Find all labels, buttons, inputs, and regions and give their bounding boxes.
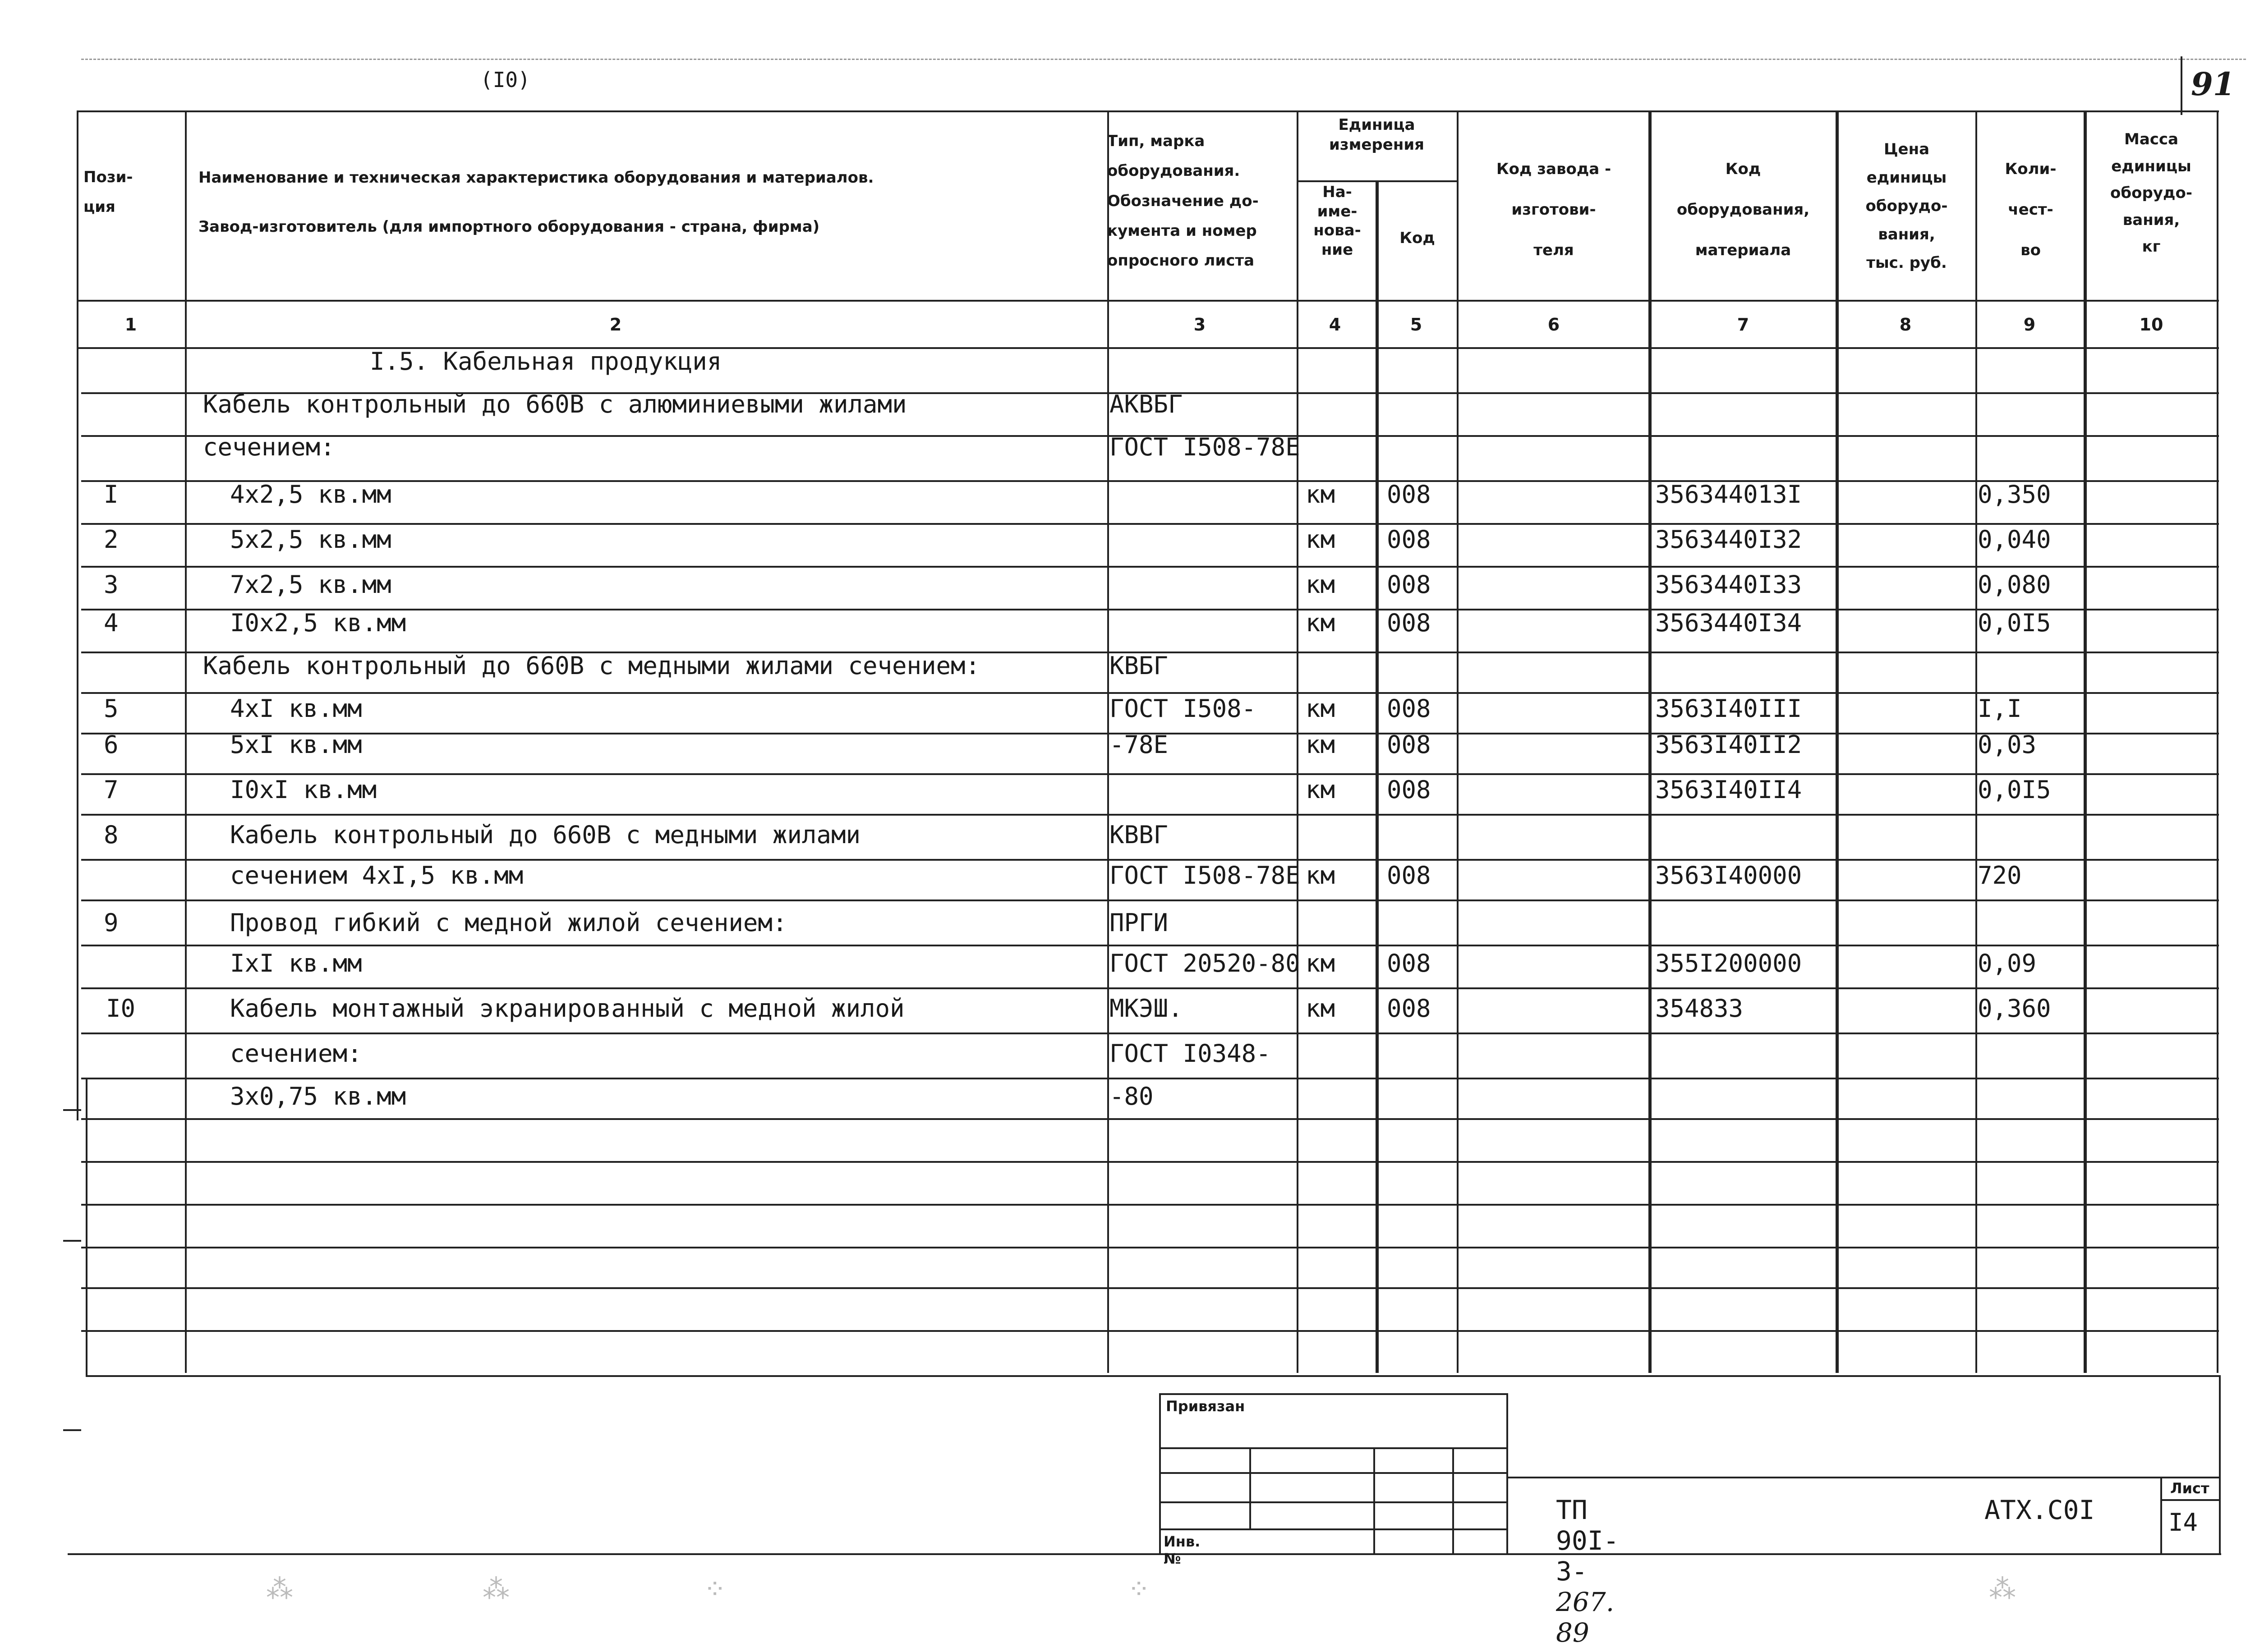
row-type: ГОСТ I508-78Е (1109, 433, 1300, 461)
row-quantity: I,I (1978, 694, 2022, 723)
row-equipment-code: 3563440I34 (1655, 609, 1802, 637)
scan-smudge: ⁂ (483, 1574, 510, 1605)
row-type: ГОСТ I508- (1109, 694, 1256, 723)
column-line (185, 110, 187, 1373)
stamp-row-line (1159, 1447, 1506, 1449)
stamp-row-line (1159, 1472, 1506, 1474)
row-quantity: 0,360 (1978, 994, 2051, 1023)
column-number: 7 (1737, 315, 1749, 335)
row-equipment-code: 354833 (1655, 994, 1744, 1023)
row-quantity: 0,0I5 (1978, 776, 2051, 804)
column-line (77, 110, 78, 1120)
row-type: ПРГИ (1109, 909, 1169, 937)
scan-smudge: ⁂ (266, 1574, 293, 1605)
sheet-box-left (2160, 1477, 2162, 1553)
row-type: ГОСТ I508-78Е (1109, 861, 1300, 890)
margin-tick (63, 1109, 81, 1111)
header-equipment-code: Код оборудования, материала (1676, 160, 1810, 260)
row-line (81, 566, 2219, 568)
column-line (2217, 110, 2218, 1373)
row-unit-name: км (1306, 949, 1335, 977)
row-name: Кабель монтажный экранированный с медной жилой (230, 994, 905, 1023)
inventory-number-label: Инв. № (1164, 1533, 1201, 1567)
row-quantity: 0,040 (1978, 525, 2051, 554)
row-line (81, 987, 2219, 989)
row-equipment-code: 3563440I33 (1655, 570, 1802, 599)
document-code (1556, 1495, 1619, 1648)
stamp-right (1506, 1393, 1508, 1553)
row-line (81, 859, 2219, 861)
scan-smudge: ⁘ (1128, 1574, 1151, 1605)
row-name: 4хI кв.мм (230, 694, 362, 723)
row-line (81, 814, 2219, 816)
code-row-top (1506, 1477, 2219, 1478)
row-unit-name: км (1306, 570, 1335, 599)
column-number: 10 (2139, 315, 2163, 335)
row-line (81, 773, 2219, 775)
row-name: Провод гибкий с медной жилой сечением: (230, 909, 787, 937)
row-unit-name: км (1306, 861, 1335, 890)
column-number: 8 (1899, 315, 1912, 335)
row-unit-code: 008 (1387, 730, 1431, 759)
column-line (1975, 110, 1977, 1373)
top-dashed-border (81, 59, 2246, 60)
stamp-col-line (1452, 1447, 1454, 1553)
table-bottom-border (86, 1375, 2219, 1377)
row-quantity: 0,09 (1978, 949, 2037, 977)
column-line (1107, 110, 1109, 1373)
row-quantity: 720 (1978, 861, 2022, 890)
row-name: 5хI кв.мм (230, 730, 362, 759)
header-unit-code: Код (1399, 229, 1435, 247)
stamp-col-line (1373, 1447, 1375, 1553)
header-unit: Единица измерения (1329, 116, 1424, 154)
scan-smudge: ⁂ (1989, 1574, 2016, 1605)
document-code-handwritten: 267. 89 (1556, 1587, 1615, 1648)
document-type: АТХ.С0I (1984, 1495, 2095, 1525)
row-line (81, 1204, 2219, 1206)
row-line (81, 899, 2219, 901)
row-quantity: 0,350 (1978, 480, 2051, 509)
row-quantity: 0,080 (1978, 570, 2051, 599)
column-number: 6 (1547, 315, 1560, 335)
sheet-box-divider (2160, 1499, 2219, 1501)
row-unit-code: 008 (1387, 525, 1431, 554)
column-line (1836, 110, 1839, 1373)
row-unit-name: км (1306, 609, 1335, 637)
column-number: 4 (1329, 315, 1341, 335)
page-number: 91 (2191, 65, 2235, 103)
row-unit-code: 008 (1387, 694, 1431, 723)
margin-tick (63, 1429, 81, 1431)
sheet-number: I4 (2168, 1508, 2198, 1537)
header-quantity: Коли- чест- во (2005, 160, 2057, 260)
stamp-row-line (1159, 1501, 1506, 1503)
row-equipment-code: 3563I40III (1655, 694, 1802, 723)
row-name: 7х2,5 кв.мм (230, 570, 391, 599)
row-equipment-code: 3563I40000 (1655, 861, 1802, 890)
row-name: I.5. Кабельная продукция (370, 347, 722, 376)
row-position: 9 (104, 909, 119, 937)
row-position: 5 (104, 694, 119, 723)
row-unit-name: км (1306, 694, 1335, 723)
row-name: 4х2,5 кв.мм (230, 480, 391, 509)
column-line (1648, 110, 1652, 1373)
row-type: ГОСТ 20520-80 (1109, 949, 1300, 977)
row-unit-code: 008 (1387, 776, 1431, 804)
row-equipment-code: 3563440I32 (1655, 525, 1802, 554)
column-number: 5 (1410, 315, 1422, 335)
row-equipment-code: 356344013I (1655, 480, 1802, 509)
row-line (81, 692, 2219, 694)
row-unit-name: км (1306, 776, 1335, 804)
row-unit-code: 008 (1387, 994, 1431, 1023)
row-type: АКВБГ (1109, 390, 1183, 418)
row-name: I0хI кв.мм (230, 776, 377, 804)
row-line (81, 1078, 2219, 1079)
row-type: КВБГ (1109, 652, 1169, 680)
row-name: Кабель контрольный до 660В с медными жилами сечением: (203, 652, 980, 680)
row-line (81, 1247, 2219, 1248)
sheet-label: Лист (2170, 1480, 2209, 1497)
row-line (81, 945, 2219, 946)
row-position: 2 (104, 525, 119, 554)
row-type: ГОСТ I0348- (1109, 1039, 1271, 1068)
column-number: 1 (124, 315, 137, 335)
row-position: 6 (104, 730, 119, 759)
table-top-border (77, 110, 2219, 112)
title-block-right-edge (2219, 1375, 2221, 1553)
column-line (2084, 110, 2087, 1373)
row-line (81, 1330, 2219, 1332)
row-unit-code: 008 (1387, 861, 1431, 890)
row-type: КВВГ (1109, 821, 1169, 849)
title-block-bottom-line (68, 1553, 2221, 1555)
row-name: I0х2,5 кв.мм (230, 609, 406, 637)
row-position: 7 (104, 776, 119, 804)
document-code-printed: ТП 90I-3- (1556, 1495, 1619, 1587)
row-quantity: 0,03 (1978, 730, 2037, 759)
row-name: сечением 4хI,5 кв.мм (230, 861, 524, 890)
header-position: Пози- ция (83, 168, 133, 216)
stamp-row-line (1159, 1528, 1506, 1530)
row-line (81, 1118, 2219, 1120)
row-unit-name: км (1306, 994, 1335, 1023)
header-plant-code: Код завода - изготови- теля (1496, 160, 1611, 260)
header-type: Тип, марка оборудования. Обозначение до- кумента и номер опросного листа (1107, 132, 1259, 270)
row-name: 5х2,5 кв.мм (230, 525, 391, 554)
column-line (1297, 110, 1298, 1373)
row-unit-code: 008 (1387, 949, 1431, 977)
row-unit-name: км (1306, 480, 1335, 509)
column-line (86, 1078, 87, 1375)
row-name: 3х0,75 кв.мм (230, 1082, 406, 1111)
margin-tick (63, 1240, 81, 1242)
row-line (81, 523, 2219, 525)
stamp-top (1159, 1393, 1506, 1395)
row-position: 4 (104, 609, 119, 637)
row-quantity: 0,0I5 (1978, 609, 2051, 637)
header-unit-name: На- име- нова- ние (1313, 183, 1361, 259)
row-position: I (104, 480, 119, 509)
header-price: Цена единицы оборудо- вания, тыс. руб. (1865, 140, 1948, 272)
row-line (81, 1161, 2219, 1163)
row-type: -80 (1109, 1082, 1154, 1111)
sheet-top-code: (I0) (480, 68, 530, 92)
stamp-col-line (1249, 1447, 1251, 1528)
row-position: 8 (104, 821, 119, 849)
column-number: 2 (609, 315, 622, 335)
row-equipment-code: 3563I40II2 (1655, 730, 1802, 759)
row-line (81, 1032, 2219, 1034)
header-mass: Масса единицы оборудо- вания, кг (2110, 130, 2192, 256)
row-name: Кабель контрольный до 660В с алюминиевыми жилами (203, 390, 907, 418)
row-equipment-code: 3563I40II4 (1655, 776, 1802, 804)
page-number-separator (2181, 56, 2182, 115)
scan-smudge: ⁘ (704, 1574, 727, 1605)
row-unit-code: 008 (1387, 570, 1431, 599)
row-position: 3 (104, 570, 119, 599)
row-unit-code: 008 (1387, 480, 1431, 509)
column-line (1457, 110, 1459, 1373)
row-unit-name: км (1306, 525, 1335, 554)
column-line (1376, 180, 1379, 1373)
header-name: Наименование и техническая характеристика оборудования и материалов. Завод-изготовитель (для импортного оборудования - страна, фирма) (198, 169, 874, 236)
column-number: 3 (1193, 315, 1206, 335)
row-type: -78Е (1109, 730, 1169, 759)
bound-label: Привязан (1166, 1398, 1245, 1415)
row-name: сечением: (230, 1039, 362, 1068)
row-name: сечением: (203, 433, 335, 461)
row-type: МКЭШ. (1109, 994, 1183, 1023)
row-line (81, 1287, 2219, 1289)
row-equipment-code: 355I200000 (1655, 949, 1802, 977)
header-bottom-line (77, 300, 2219, 302)
column-number: 9 (2023, 315, 2036, 335)
row-position: I0 (106, 994, 136, 1023)
row-unit-code: 008 (1387, 609, 1431, 637)
row-unit-name: км (1306, 730, 1335, 759)
row-name: IхI кв.мм (230, 949, 362, 977)
row-line (81, 480, 2219, 482)
row-name: Кабель контрольный до 660В с медными жилами (230, 821, 861, 849)
